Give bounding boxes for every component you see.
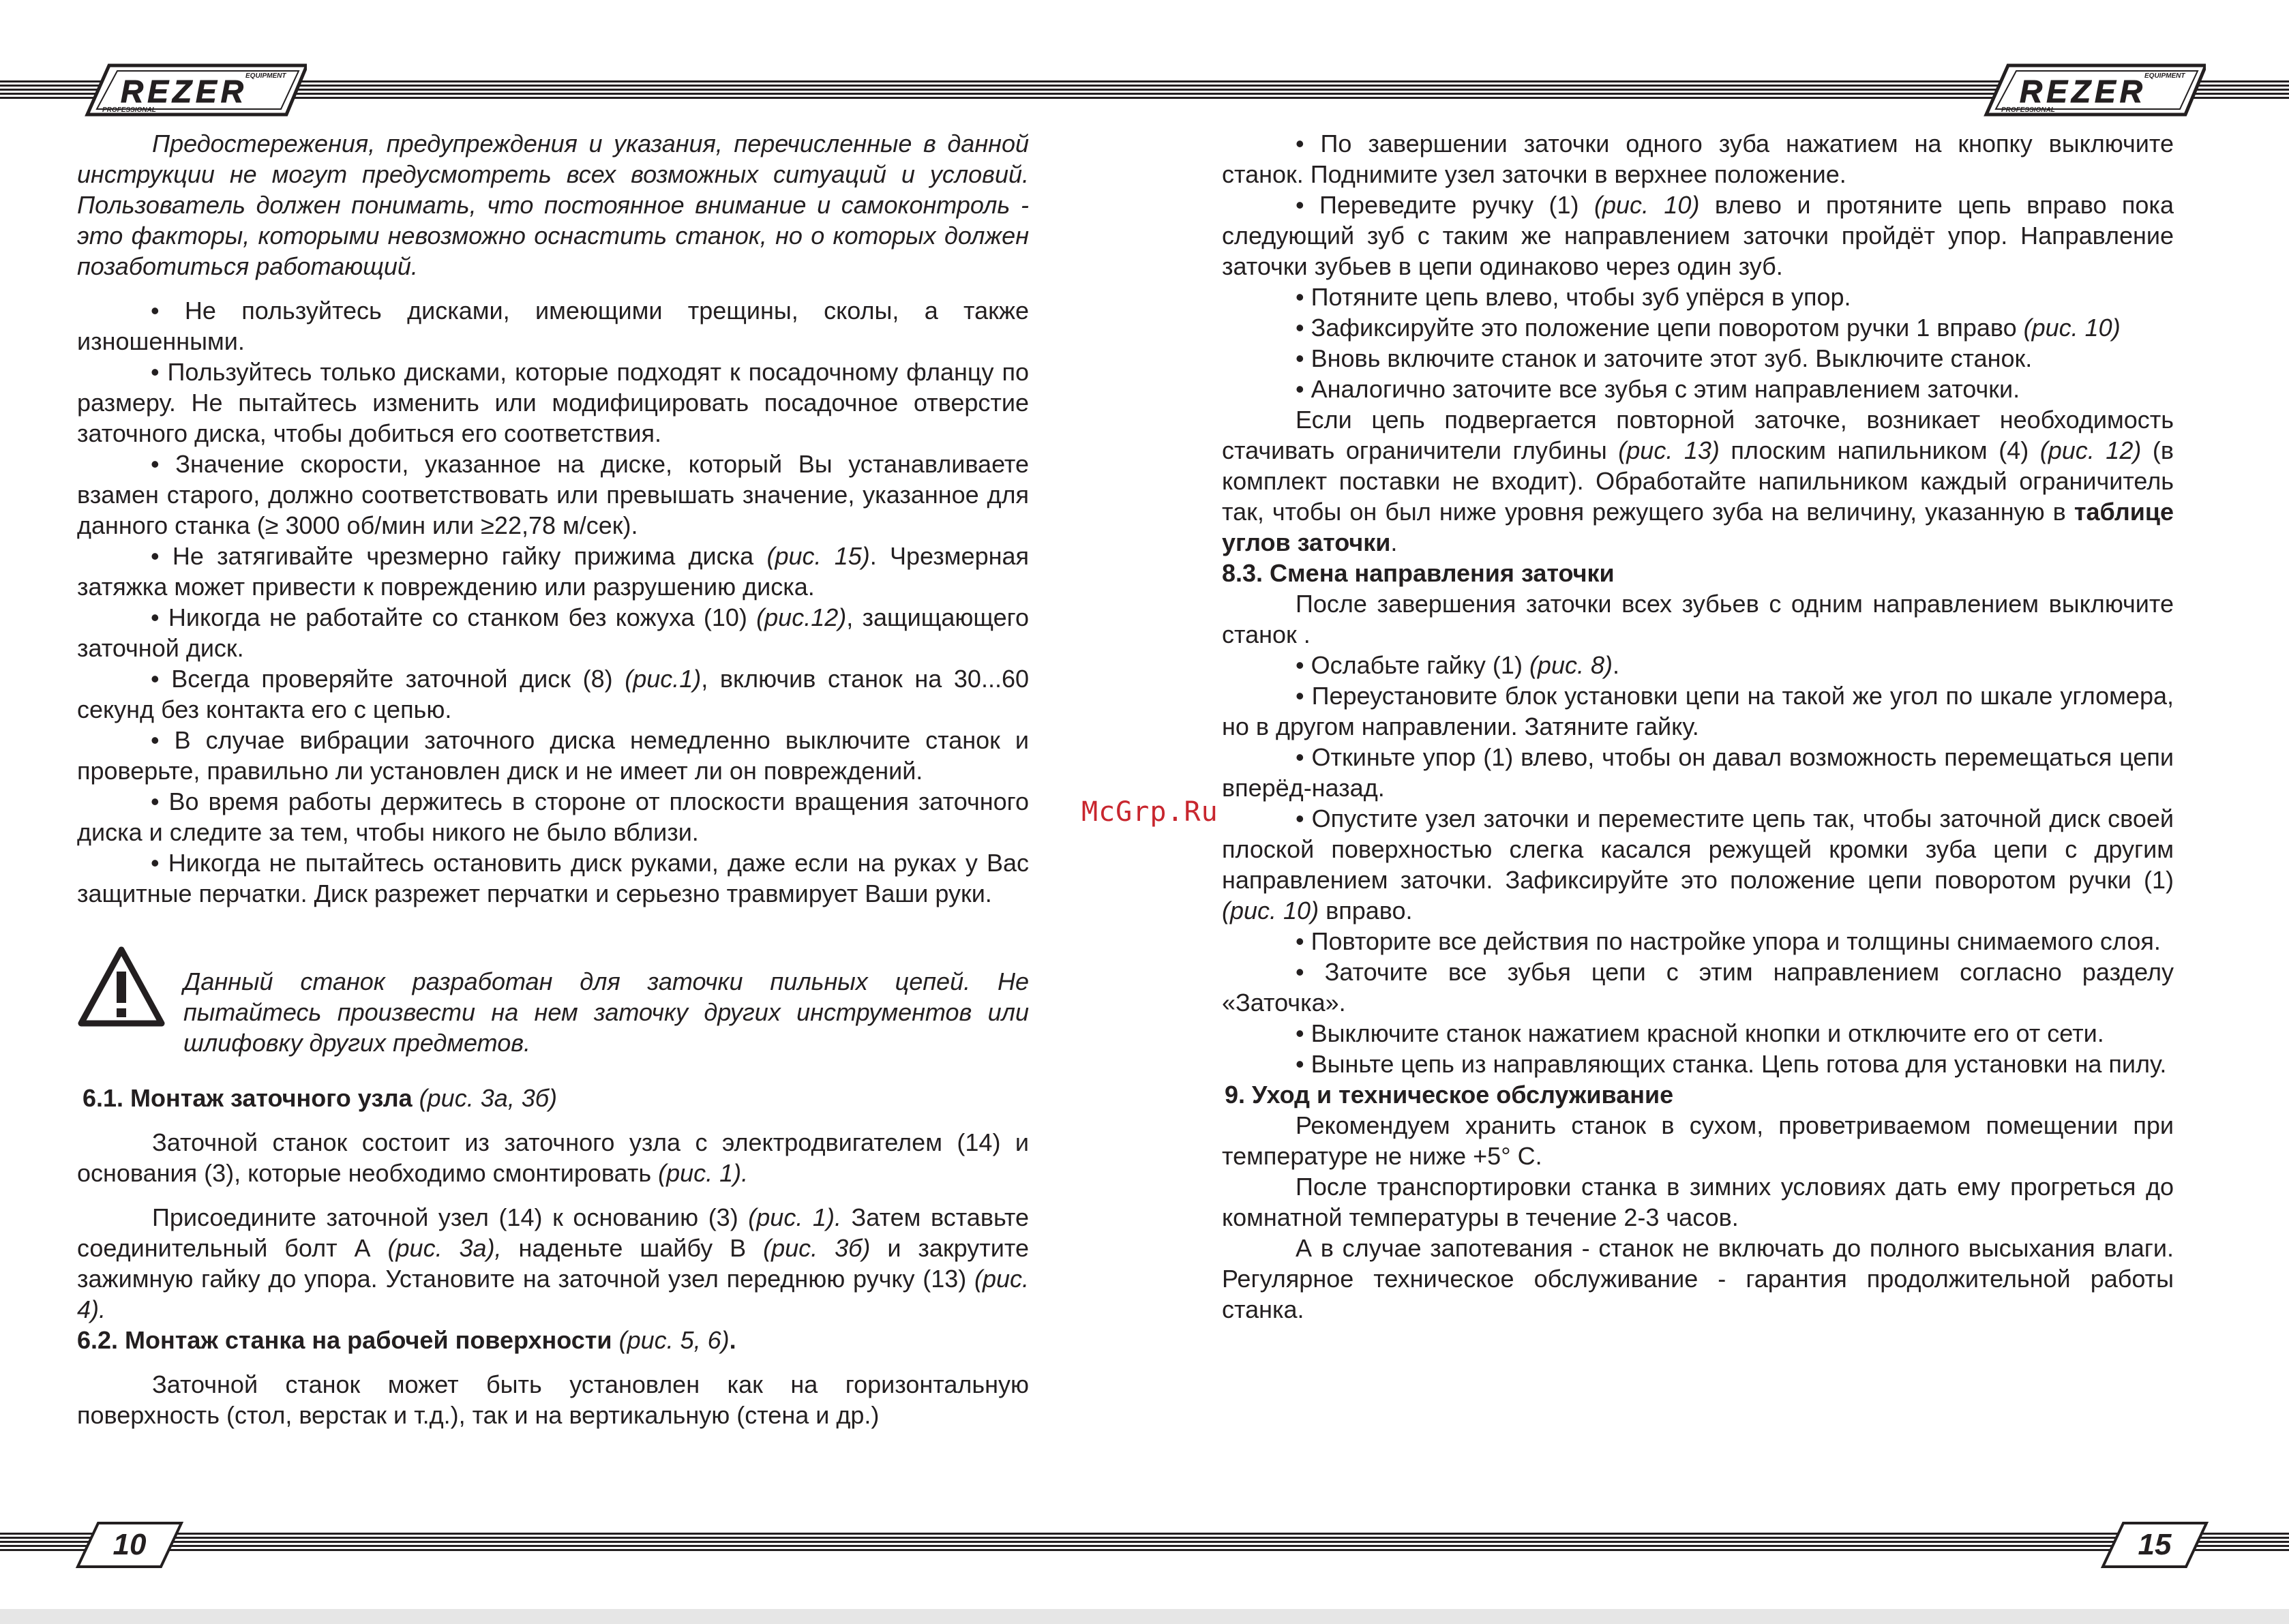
bullet-text: вправо. — [1319, 897, 1413, 924]
page-number-text: 10 — [113, 1528, 147, 1561]
logo-badge-icon — [82, 63, 307, 117]
instruction-bullet: • Заточите все зубья цепи с этим направлением согласно разделу «Заточка». — [1222, 958, 2174, 1017]
logo-text: REZER — [121, 74, 248, 109]
brand-logo-right — [1981, 63, 2206, 117]
bullet-text: • Не затягивайте чрезмерно гайку прижима диска — [151, 542, 767, 570]
paragraph-text: Затем вставьте соединительный болт А — [77, 1203, 1029, 1262]
bullet-text: влево и протяните цепь вправо пока следующий зуб с таким же направлением заточки пройдёт упор. Направление заточки зубьев в цепи одинаково через один зуб. — [1222, 191, 2174, 280]
paragraph: Заточной станок может быть установлен как на горизонтальную поверхность (стол, верстак и т.д.), так и на вертикальную (стена и др.) — [77, 1370, 1029, 1429]
logo-badge-icon — [1981, 63, 2206, 117]
instruction-bullet — [1222, 650, 2174, 680]
paragraph: После завершения заточки всех зубьев с одним направлением выключите станок . — [1222, 590, 2174, 648]
figure-reference: (рис. 1). — [748, 1203, 841, 1231]
paragraph-text: и закрутите зажимную гайку до упора. Установите на заточной узел переднюю ручку (13) — [77, 1234, 1029, 1293]
instruction-bullet: • Аналогично заточите все зубья с этим направлением заточки. — [1296, 375, 2020, 403]
instruction-bullet: • Повторите все действия по настройке упора и толщины снимаемого слоя. — [1296, 927, 2161, 955]
bullet-text: , включив станок на 30...60 секунд без контакта его с цепью. — [77, 665, 1029, 723]
section-heading-6-2 — [77, 1325, 1029, 1355]
paragraph — [1222, 404, 2174, 558]
bullet-text: • Переведите ручку (1) — [1296, 191, 1594, 219]
figure-reference: (рис. 3а), — [387, 1234, 502, 1262]
figure-reference: (рис. 3а, 3б) — [419, 1084, 557, 1112]
figure-reference: (рис. 15) — [766, 542, 870, 570]
safety-bullet: • В случае вибрации заточного диска немедленно выключите станок и проверьте, правильно ли установлен диск и не имеет ли он повреждений. — [77, 726, 1029, 785]
bullet-text: • Ослабьте гайку (1) — [1296, 651, 1529, 679]
safety-bullet: • Пользуйтесь только дисками, которые подходят к посадочному фланцу по размеру. Не пытайтесь изменить или модифицировать посадочное отверстие заточного диска, чтобы добиться его соответствия. — [77, 358, 1029, 447]
brand-logo-left — [82, 63, 307, 117]
paragraph-text: плоским напильником (4) — [1719, 436, 2040, 464]
figure-reference: (рис. 5, 6) — [618, 1326, 730, 1354]
safety-bullet — [77, 541, 1029, 602]
safety-bullet: • Во время работы держитесь в стороне от плоскости вращения заточного диска и следите за тем, чтобы никого не было вблизи. — [77, 787, 1029, 846]
figure-reference: (рис. 13) — [1618, 436, 1720, 464]
figure-reference: (рис. 10) — [1594, 191, 1700, 219]
bullet-text: • Опустите узел заточки и переместите цепь так, чтобы заточной диск своей плоской поверхностью слегка касался режущей кромки зуба цепи с другим направлением заточки. Зафиксируйте это положение цепи поворотом ручки (1) — [1222, 805, 2174, 894]
page-number-left — [75, 1520, 184, 1569]
paragraph — [77, 1202, 1029, 1325]
bullet-text: • Зафиксируйте это положение цепи поворотом ручки 1 вправо — [1296, 314, 2024, 342]
instruction-bullet: • Откиньте упор (1) влево, чтобы он давал возможность перемещаться цепи вперёд-назад. — [1222, 743, 2174, 802]
paragraph: После транспортировки станка в зимних условиях дать ему прогреться до комнатной температуры в течение 2-3 часов. — [1222, 1173, 2174, 1231]
paragraph-text: наденьте шайбу В — [501, 1234, 764, 1262]
section-heading-9: 9. Уход и техническое обслуживание — [1225, 1081, 1674, 1109]
figure-reference: (рис. 4). — [77, 1265, 1029, 1323]
footer-rule — [0, 1533, 2289, 1552]
section-heading-8-3: 8.3. Смена направления заточки — [1222, 559, 1615, 587]
header-rule — [0, 80, 2289, 100]
figure-reference: (рис. 10) — [2023, 314, 2121, 342]
scan-bottom-edge — [0, 1609, 2289, 1624]
right-page-column — [1222, 128, 2174, 1325]
logo-subtitle: PROFESSIONAL — [102, 106, 156, 114]
paragraph: А в случае запотевания - станок не включать до полного высыхания влаги. Регулярное техническое обслуживание - гарантия продолжительной работы станка. — [1222, 1234, 2174, 1323]
figure-reference: (рис.12) — [756, 603, 847, 631]
instruction-bullet — [1222, 190, 2174, 282]
paragraph-text: . — [1390, 528, 1398, 556]
instruction-bullet: • Потяните цепь влево, чтобы зуб упёрся в упор. — [1296, 283, 1851, 311]
paragraph-text: Присоедините заточной узел (14) к основанию (3) — [152, 1203, 749, 1231]
table-reference: таблице углов заточки — [1222, 498, 2174, 556]
bullet-text: , защищающего заточной диск. — [77, 603, 1029, 662]
safety-bullet: • Не пользуйтесь дисками, имеющими трещины, сколы, а также изношенными. — [77, 297, 1029, 355]
safety-bullet — [77, 602, 1029, 663]
bullet-text: . — [1612, 651, 1619, 679]
paragraph-text: Если цепь подвергается повторной заточке, возникает необходимость стачивать ограничители глубины — [1222, 406, 2174, 464]
instruction-bullet: • Выньте цепь из направляющих станка. Цепь готова для установки на пилу. — [1296, 1050, 2167, 1078]
bullet-text: . Чрезмерная затяжка может привести к повреждению или разрушению диска. — [77, 542, 1029, 601]
figure-reference: (рис. 1). — [658, 1159, 749, 1187]
figure-reference: (рис. 8) — [1529, 651, 1613, 679]
warning-notice — [77, 942, 1029, 1083]
paragraph-text: Заточной станок состоит из заточного узла с электродвигателем (14) и основания (3), которые необходимо смонтировать — [77, 1128, 1029, 1187]
logo-subtitle: EQUIPMENT — [2144, 72, 2185, 80]
warning-triangle-icon — [77, 946, 166, 1027]
figure-reference: (рис.1) — [625, 665, 702, 693]
logo-subtitle: PROFESSIONAL — [2001, 106, 2055, 114]
figure-reference: (рис. 10) — [1222, 897, 1319, 924]
instruction-bullet: • Переустановите блок установки цепи на такой же угол по шкале угломера, но в другом направлении. Затяните гайку. — [1222, 682, 2174, 740]
page-number-right — [2100, 1520, 2209, 1569]
safety-bullet: • Никогда не пытайтесь остановить диск руками, даже если на руках у Вас защитные перчатки. Диск разрежет перчатки и серьезно травмирует Ваши руки. — [77, 849, 1029, 907]
section-heading-6-1 — [83, 1083, 1029, 1113]
heading-text: 6.1. Монтаж заточного узла — [83, 1084, 419, 1112]
paragraph: Рекомендуем хранить станок в сухом, проветриваемом помещении при температуре не ниже +5° С. — [1222, 1111, 2174, 1170]
safety-bullet: • Значение скорости, указанное на диске, который Вы устанавливаете взамен старого, должно соответствовать или превышать значение, указанное для данного станка (≥ 3000 об/мин или ≥22,78 м/сек). — [77, 450, 1029, 539]
safety-bullet — [77, 663, 1029, 725]
instruction-bullet: • Выключите станок нажатием красной кнопки и отключите его от сети. — [1296, 1019, 2104, 1047]
instruction-bullet — [1222, 803, 2174, 926]
page-number-text: 15 — [2138, 1528, 2172, 1561]
instruction-bullet: • По завершении заточки одного зуба нажатием на кнопку выключите станок. Поднимите узел заточки в верхнее положение. — [1222, 130, 2174, 188]
left-page-column — [77, 128, 1029, 1430]
paragraph-text: (в комплект поставки не входит). Обработайте напильником каждый ограничитель так, чтобы он был ниже уровня режущего зуба на величину, указанную в — [1222, 436, 2174, 526]
warning-text: Данный станок разработан для заточки пильных цепей. Не пытайтесь произвести на нем заточку других инструментов или шлифовку других предметов. — [183, 967, 1029, 1057]
heading-text: . — [729, 1326, 736, 1354]
bullet-text: • Никогда не работайте со станком без кожуха (10) — [151, 603, 757, 631]
instruction-bullet — [1222, 312, 2174, 343]
watermark: McGrp.Ru — [1081, 796, 1218, 828]
bullet-text: • Всегда проверяйте заточной диск (8) — [151, 665, 625, 693]
heading-text: 6.2. Монтаж станка на рабочей поверхности — [77, 1326, 619, 1354]
paragraph — [77, 1127, 1029, 1188]
figure-reference: (рис. 3б) — [763, 1234, 871, 1262]
instruction-bullet: • Вновь включите станок и заточите этот зуб. Выключите станок. — [1296, 344, 2033, 372]
figure-reference: (рис. 12) — [2039, 436, 2142, 464]
logo-text: REZER — [2020, 74, 2146, 109]
intro-paragraph: Предостережения, предупреждения и указания, перечисленные в данной инструкции не могут предусмотреть всех возможных ситуаций и условий. Пользователь должен понимать, что постоянное внимание и самоконтроль - это факторы, которыми невозможно оснастить станок, но о которых должен позаботиться работающий. — [77, 130, 1029, 280]
logo-subtitle: EQUIPMENT — [245, 72, 286, 80]
